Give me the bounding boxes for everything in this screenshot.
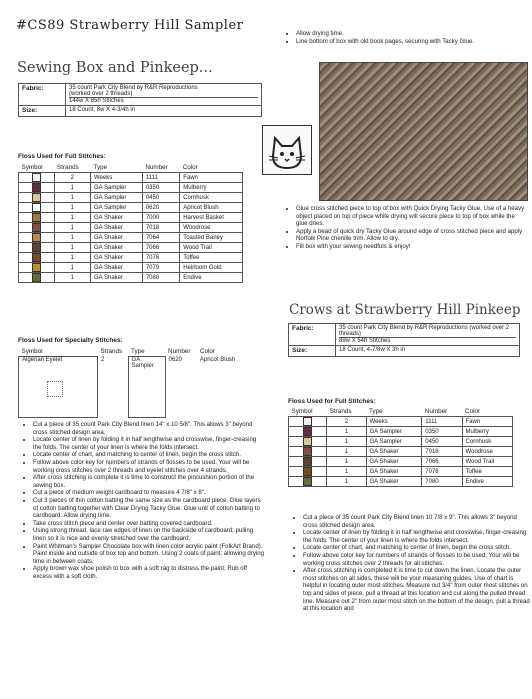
col-header: Strands (100, 348, 123, 356)
floss-type: GA Shaker (366, 477, 422, 487)
symbol-cell (19, 243, 55, 253)
floss-symbol-icon (32, 263, 41, 272)
specialty-type: GA Sampler (128, 357, 165, 418)
info-key: Size: (289, 346, 336, 357)
right-after-instructions (285, 205, 528, 251)
floss-type: GA Sampler (91, 183, 143, 193)
symbol-cell (19, 253, 55, 263)
col-header: Number (424, 408, 448, 415)
section1-instructions (22, 421, 265, 580)
floss-number: 0450 (142, 193, 179, 203)
col-header: Color (199, 348, 215, 356)
floss-strands: 2 (54, 173, 90, 183)
floss-strands: 1 (54, 273, 90, 283)
info-line: 89w X 54h Stitches (339, 337, 516, 344)
info-line: 18 Count, 4-7/8w X 3h in (336, 346, 520, 357)
floss-color: Endive (462, 477, 512, 487)
floss-type: GA Shaker (91, 253, 143, 263)
specialty-label: Floss Used for Specialty Stitches: (18, 337, 123, 344)
instruction-item: • Apply a bead of quick dry Tacky Glue around edge of cross stitched piece and apply Norfolk Pine chenille trim. Allow to dry. (296, 228, 528, 243)
instruction-item: • Cut a piece of 35 count Park City Blend linen 10 7/8 x 9". This allows 3" beyond cross stitched design area. (303, 514, 531, 529)
table-row (19, 223, 243, 233)
instruction-item: • Paint Whitman's Sampler Chocolate box with linen color acrylic paint (FolkArt Brand). Paint inside and outside of box top and bottom. Using 2 coats of paint; allowing drying time in between coats. (33, 543, 265, 566)
floss-color: Cornhusk (180, 193, 243, 203)
col-header: Type (93, 164, 108, 171)
col-header: Strands (57, 164, 79, 171)
symbol-cell (19, 233, 55, 243)
info-key: Fabric: (19, 84, 66, 106)
floss-number: 7064 (142, 233, 179, 243)
floss-number: 7000 (142, 213, 179, 223)
right-lead-instructions (285, 30, 528, 45)
col-header: Color (465, 408, 481, 415)
table-row (289, 457, 513, 467)
floss-symbol-icon (32, 233, 41, 242)
floss-strands: 1 (327, 447, 366, 457)
floss-number: 0620 (142, 203, 179, 213)
symbol-cell (19, 193, 55, 203)
floss-strands: 1 (54, 253, 90, 263)
floss-type: GA Shaker (91, 263, 143, 273)
table-row (19, 263, 243, 273)
symbol-cell (19, 173, 55, 183)
floss-color: Woodrose (180, 223, 243, 233)
floss-type: GA Sampler (91, 203, 143, 213)
section2-info-table (288, 323, 520, 357)
floss-strands: 1 (327, 467, 366, 477)
floss-strands: 1 (327, 477, 366, 487)
instruction-item: • After cross stitching is completed it is time to cut down the linen. Locate the outer most stitches on all sides, these will be your measuring guides. Use of chart is helpful in locating outer most stitches. Measure out 3/4" from outer most stitches on top and sides of piece, pull a thread at this location and cut along the pulled thread line. Measure out 2" from outer most stitch on the bottom of the design, pull a thread at this location and (303, 567, 531, 613)
floss-symbol-icon (32, 203, 41, 212)
sewing-box-photo (319, 62, 528, 201)
symbol-cell (289, 427, 327, 437)
floss-table-2 (288, 407, 513, 487)
info-line: 144w X 85h Stitches (69, 97, 258, 104)
floss-number: 7079 (142, 263, 179, 273)
floss-color: Toasted Barley (180, 233, 243, 243)
table-row (19, 213, 243, 223)
floss-type: Weeks (91, 173, 143, 183)
floss-number: 1111 (422, 417, 462, 427)
instruction-item: • Using strong thread, lace raw edges of linen on the backside of cardboard; pulling linen so it is nice and evenly stretched over the cardboard. (33, 527, 265, 542)
floss-symbol-icon (303, 467, 312, 476)
floss-type: GA Shaker (366, 457, 422, 467)
table-row (19, 183, 243, 193)
instruction-item: • Locate center of chart, and matching to center of linen, begin the cross stitch. (33, 451, 265, 459)
floss-symbol-icon (32, 243, 41, 252)
info-line: 35 count Park City Blend by R&R Reproductions (69, 85, 198, 91)
floss-type: GA Shaker (91, 223, 143, 233)
floss-strands: 1 (327, 457, 366, 467)
floss-symbol-icon (303, 477, 312, 486)
floss-label: Floss Used for Full Stitches: (18, 153, 106, 160)
floss-color: Toffee (180, 253, 243, 263)
floss-symbol-icon (32, 253, 41, 262)
instruction-item: • Cut a piece of medium weight cardboard to measure 4 7/8" x 8". (33, 489, 265, 497)
section2-heading: Crows at Strawberry Hill Pinkeep (289, 302, 521, 318)
floss-type: Weeks (366, 417, 422, 427)
floss-type: GA Shaker (91, 213, 143, 223)
eyelet-symbol-icon (47, 381, 63, 397)
instruction-item: • Locate center of chart, and matching to center of linen, begin the cross stitch. (303, 544, 531, 552)
table-row (19, 203, 243, 213)
instruction-item: • Line bottom of box with old book pages, securing with Tacky Glue. (296, 38, 528, 46)
col-header: Type (131, 348, 145, 355)
floss-label-2: Floss Used for Full Stitches: (288, 398, 376, 405)
floss-symbol-icon (303, 457, 312, 466)
floss-symbol-icon (32, 273, 41, 282)
floss-number: 0350 (422, 427, 462, 437)
floss-strands: 1 (327, 437, 366, 447)
info-line: 35 count Park City Blend by R&R Reproductions (worked over 2 threads) (339, 325, 510, 337)
instruction-item: • After cross stitching is complete it is time to construct the pincushion portion of the sewing box. (33, 474, 265, 489)
info-key: Fabric: (289, 324, 336, 346)
col-header: Color (182, 164, 198, 171)
floss-number: 7018 (422, 447, 462, 457)
table-row (19, 273, 243, 283)
table-row (19, 233, 243, 243)
floss-color: Wood Trail (462, 457, 512, 467)
floss-symbol-icon (32, 173, 41, 182)
floss-color: Fawn (462, 417, 512, 427)
floss-color: Mulberry (462, 427, 512, 437)
floss-color: Heirloom Gold (180, 263, 243, 273)
floss-strands: 1 (54, 213, 90, 223)
floss-strands: 1 (54, 223, 90, 233)
floss-color: Wood Trail (180, 243, 243, 253)
symbol-cell (289, 417, 327, 427)
section1-info-table (18, 83, 262, 117)
instruction-item: • Locate center of linen by folding it in half lengthwise and crosswise, finger-creasing the folds. The center of your linen is where the folds intersect. (303, 529, 531, 544)
col-header: Number (145, 164, 168, 171)
page-title: #CS89 Strawberry Hill Sampler (16, 18, 244, 33)
col-header: Symbol (21, 164, 43, 171)
specialty-color: Apricot Blush (199, 356, 236, 363)
floss-type: GA Sampler (366, 437, 422, 447)
table-row (19, 193, 243, 203)
floss-number: 7066 (142, 243, 179, 253)
floss-strands: 1 (327, 427, 366, 437)
floss-symbol-icon (303, 417, 312, 426)
floss-strands: 2 (327, 417, 366, 427)
specialty-table (18, 347, 243, 418)
symbol-cell (289, 447, 327, 457)
table-row (19, 253, 243, 263)
section2-instructions (292, 514, 531, 613)
floss-type: GA Shaker (91, 233, 143, 243)
floss-type: GA Shaker (91, 273, 143, 283)
floss-strands: 1 (54, 203, 90, 213)
floss-number: 7078 (422, 467, 462, 477)
table-row (289, 447, 513, 457)
cat-logo-icon (262, 125, 312, 175)
symbol-cell (289, 477, 327, 487)
specialty-symbol: Algerian Eyelet (22, 357, 63, 363)
instruction-item: • Allow drying time. (296, 30, 528, 38)
floss-number: 7080 (142, 273, 179, 283)
floss-symbol-icon (303, 427, 312, 436)
floss-symbol-icon (32, 193, 41, 202)
floss-type: GA Shaker (91, 243, 143, 253)
instruction-item: • Follow above color key for numbers of strands of flosses to be used. Your will be working cross stitches over 2 threads for all stitches. (303, 552, 531, 567)
floss-color: Mulberry (180, 183, 243, 193)
floss-number: 0450 (422, 437, 462, 447)
section1-heading: Sewing Box and Pinkeep... (17, 60, 213, 76)
symbol-cell (19, 273, 55, 283)
floss-number: 1111 (142, 173, 179, 183)
instruction-item: • Follow above color key for numbers of strands of flosses to be used. Your will be working cross stitches over 2 threads and eyelet stitches over 4 strands. (33, 459, 265, 474)
table-row (289, 437, 513, 447)
floss-color: Toffee (462, 467, 512, 477)
table-row (289, 477, 513, 487)
floss-color: Cornhusk (462, 437, 512, 447)
floss-color: Apricot Blush (180, 203, 243, 213)
symbol-cell (19, 213, 55, 223)
col-header: Symbol (291, 408, 313, 415)
table-row (289, 417, 513, 427)
symbol-cell (19, 203, 55, 213)
floss-color: Fawn (180, 173, 243, 183)
floss-type: GA Shaker (366, 447, 422, 457)
col-header: Symbol (21, 348, 43, 355)
symbol-cell (289, 457, 327, 467)
floss-symbol-icon (303, 447, 312, 456)
info-line: 18 Count, 8w X 4-3/4h in (66, 106, 262, 117)
floss-strands: 1 (54, 183, 90, 193)
instruction-item: • Apply brown wax shoe polish to box with a soft rag to distress the paint. Rub off excess with a soft cloth. (33, 565, 265, 580)
instruction-item: • Cut 3 pieces of thin cotton batting the same size as the cardboard piece. Glue layers of cotton batting together with Clear Drying Tacky Glue. Glue unit of cotton batting to cardboard. Allow drying time. (33, 497, 265, 520)
instruction-item: • Locate center of linen by folding it in half lengthwise and crosswise, finger-creasing the folds. The center of your linen is where the folds intersect. (33, 436, 265, 451)
specialty-number: 0620 (168, 356, 182, 363)
floss-strands: 1 (54, 233, 90, 243)
floss-type: GA Shaker (366, 467, 422, 477)
floss-strands: 1 (54, 243, 90, 253)
col-header: Type (369, 408, 383, 415)
floss-color: Harvest Basket (180, 213, 243, 223)
floss-symbol-icon (32, 183, 41, 192)
floss-number: 7066 (422, 457, 462, 467)
floss-symbol-icon (32, 213, 41, 222)
specialty-strands: 2 (101, 356, 105, 363)
floss-strands: 1 (54, 263, 90, 273)
symbol-cell (19, 223, 55, 233)
instruction-item: • Take cross stitch piece and center over batting covered cardboard. (33, 520, 265, 528)
symbol-cell (289, 437, 327, 447)
floss-number: 7080 (422, 477, 462, 487)
floss-color: Woodrose (462, 447, 512, 457)
symbol-cell (19, 263, 55, 273)
floss-table-1 (18, 163, 243, 283)
table-row (19, 243, 243, 253)
floss-symbol-icon (32, 223, 41, 232)
floss-symbol-icon (303, 437, 312, 446)
instruction-item: • Glue cross stitched piece to top of box with Quick Drying Tacky Glue. Use of a heavy object placed on top of piece while drying will secure piece to top of box while the glue dries. (296, 205, 528, 228)
floss-number: 0350 (142, 183, 179, 193)
floss-number: 7078 (142, 253, 179, 263)
instruction-item: • Cut a piece of 35 count Park City Blend linen 14" x 10 5/8". This allows 3" beyond cross stitched design area. (33, 421, 265, 436)
symbol-cell (19, 183, 55, 193)
table-row (289, 427, 513, 437)
floss-strands: 1 (54, 193, 90, 203)
symbol-cell (289, 467, 327, 477)
floss-type: GA Sampler (366, 427, 422, 437)
info-line: (worked over 2 threads) (69, 91, 133, 97)
info-key: Size: (19, 106, 66, 117)
instruction-item: • Fill box with your sewing needfuls & enjoy! (296, 243, 528, 251)
floss-type: GA Sampler (91, 193, 143, 203)
floss-color: Endive (180, 273, 243, 283)
col-header: Strands (329, 408, 352, 415)
col-header: Number (168, 348, 191, 356)
table-row (19, 173, 243, 183)
table-row (289, 467, 513, 477)
floss-number: 7018 (142, 223, 179, 233)
